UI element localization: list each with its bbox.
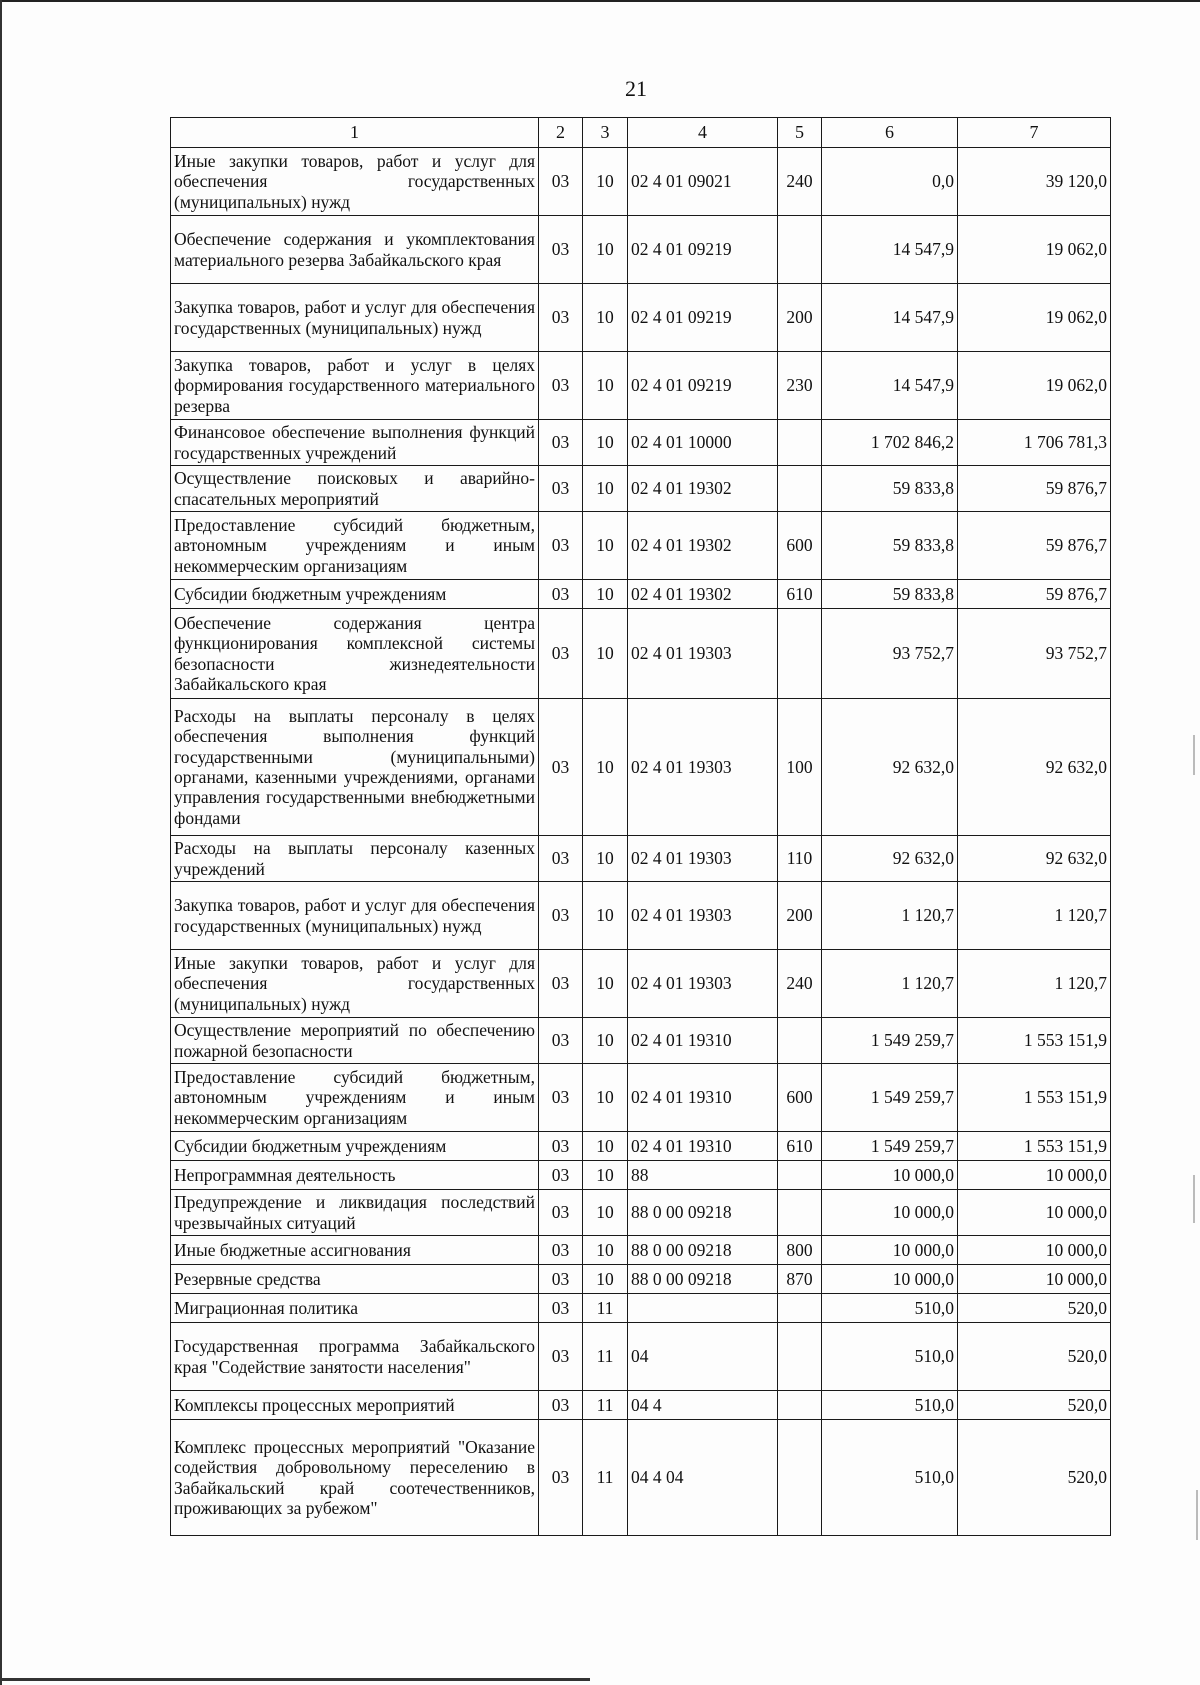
amount-col7-cell: 92 632,0: [958, 836, 1111, 882]
target-article-cell: 02 4 01 19303: [628, 609, 778, 699]
expense-type-cell: [778, 609, 822, 699]
target-article-cell: 04 4: [628, 1391, 778, 1420]
section-code-cell: 03: [539, 284, 583, 352]
subsection-code-cell: 10: [583, 512, 628, 580]
row-name-cell: Обеспечение содержания и укомплектования материального резерва Забайкальского края: [171, 216, 539, 284]
section-code-cell: 03: [539, 699, 583, 836]
target-article-cell: 02 4 01 10000: [628, 420, 778, 466]
column-header: 4: [628, 118, 778, 148]
row-name-cell: Предоставление субсидий бюджетным, автономным учреждениям и иным некоммерческим организациям: [171, 1064, 539, 1132]
row-name-cell: Закупка товаров, работ и услуг для обеспечения государственных (муниципальных) нужд: [171, 284, 539, 352]
target-article-cell: 88 0 00 09218: [628, 1236, 778, 1265]
expense-type-cell: 870: [778, 1265, 822, 1294]
expense-type-cell: 800: [778, 1236, 822, 1265]
amount-col6-cell: 1 549 259,7: [822, 1132, 958, 1161]
target-article-cell: 02 4 01 19302: [628, 466, 778, 512]
row-name-cell: Расходы на выплаты персоналу казенных учреждений: [171, 836, 539, 882]
column-header: 1: [171, 118, 539, 148]
target-article-cell: 02 4 01 19303: [628, 699, 778, 836]
scan-edge-left: [0, 0, 2, 1685]
section-code-cell: 03: [539, 466, 583, 512]
section-code-cell: 03: [539, 950, 583, 1018]
subsection-code-cell: 10: [583, 836, 628, 882]
subsection-code-cell: 11: [583, 1420, 628, 1536]
target-article-cell: 02 4 01 19310: [628, 1064, 778, 1132]
table-row: [171, 1132, 1111, 1161]
target-article-cell: 02 4 01 09219: [628, 352, 778, 420]
amount-col7-cell: 39 120,0: [958, 148, 1111, 216]
subsection-code-cell: 10: [583, 216, 628, 284]
budget-table: [170, 117, 1111, 1536]
amount-col7-cell: 1 553 151,9: [958, 1064, 1111, 1132]
table-row: [171, 1161, 1111, 1190]
target-article-cell: 02 4 01 19302: [628, 580, 778, 609]
section-code-cell: 03: [539, 148, 583, 216]
section-code-cell: 03: [539, 1190, 583, 1236]
table-row: [171, 1420, 1111, 1536]
section-code-cell: 03: [539, 580, 583, 609]
subsection-code-cell: 11: [583, 1323, 628, 1391]
row-name-cell: Субсидии бюджетным учреждениям: [171, 580, 539, 609]
table-header-row: [171, 118, 1111, 148]
target-article-cell: 88: [628, 1161, 778, 1190]
row-name-cell: Комплекс процессных мероприятий "Оказание содействия добровольному переселению в Забайкальский край соотечественников, проживающих за рубежом": [171, 1420, 539, 1536]
table-row: [171, 284, 1111, 352]
row-name-cell: Финансовое обеспечение выполнения функций государственных учреждений: [171, 420, 539, 466]
expense-type-cell: 600: [778, 512, 822, 580]
table-row: [171, 352, 1111, 420]
row-name-cell: Обеспечение содержания центра функционирования комплексной системы безопасности жизнедеятельности Забайкальского края: [171, 609, 539, 699]
row-name-cell: Расходы на выплаты персоналу в целях обеспечения выполнения функций государственными (муниципальными) органами, казенными учреждениями, органами управления государственными внебюджетными фондами: [171, 699, 539, 836]
column-header: 2: [539, 118, 583, 148]
section-code-cell: 03: [539, 1064, 583, 1132]
amount-col7-cell: 1 120,7: [958, 882, 1111, 950]
table-row: [171, 1236, 1111, 1265]
table-row: [171, 1323, 1111, 1391]
expense-type-cell: 610: [778, 1132, 822, 1161]
amount-col6-cell: 510,0: [822, 1294, 958, 1323]
amount-col7-cell: 10 000,0: [958, 1161, 1111, 1190]
amount-col6-cell: 1 549 259,7: [822, 1064, 958, 1132]
amount-col7-cell: 520,0: [958, 1420, 1111, 1536]
table-row: [171, 420, 1111, 466]
subsection-code-cell: 10: [583, 284, 628, 352]
section-code-cell: 03: [539, 512, 583, 580]
expense-type-cell: [778, 466, 822, 512]
subsection-code-cell: 10: [583, 466, 628, 512]
subsection-code-cell: 10: [583, 148, 628, 216]
expense-type-cell: 230: [778, 352, 822, 420]
section-code-cell: 03: [539, 420, 583, 466]
amount-col7-cell: 19 062,0: [958, 216, 1111, 284]
table-row: [171, 609, 1111, 699]
section-code-cell: 03: [539, 1323, 583, 1391]
section-code-cell: 03: [539, 1161, 583, 1190]
target-article-cell: 02 4 01 09021: [628, 148, 778, 216]
amount-col7-cell: 520,0: [958, 1391, 1111, 1420]
target-article-cell: [628, 1294, 778, 1323]
target-article-cell: 02 4 01 19302: [628, 512, 778, 580]
expense-type-cell: 610: [778, 580, 822, 609]
table-row: [171, 1265, 1111, 1294]
amount-col7-cell: 10 000,0: [958, 1190, 1111, 1236]
row-name-cell: Осуществление поисковых и аварийно-спасательных мероприятий: [171, 466, 539, 512]
amount-col7-cell: 59 876,7: [958, 466, 1111, 512]
row-name-cell: Закупка товаров, работ и услуг для обеспечения государственных (муниципальных) нужд: [171, 882, 539, 950]
amount-col6-cell: 510,0: [822, 1323, 958, 1391]
amount-col7-cell: 1 553 151,9: [958, 1018, 1111, 1064]
amount-col6-cell: 92 632,0: [822, 836, 958, 882]
table-row: [171, 836, 1111, 882]
expense-type-cell: 240: [778, 148, 822, 216]
amount-col7-cell: 93 752,7: [958, 609, 1111, 699]
amount-col7-cell: 1 120,7: [958, 950, 1111, 1018]
subsection-code-cell: 11: [583, 1294, 628, 1323]
column-header: 7: [958, 118, 1111, 148]
subsection-code-cell: 10: [583, 1236, 628, 1265]
table-row: [171, 699, 1111, 836]
table-row: [171, 882, 1111, 950]
amount-col7-cell: 19 062,0: [958, 284, 1111, 352]
margin-mark: [1193, 1175, 1195, 1223]
row-name-cell: Иные закупки товаров, работ и услуг для обеспечения государственных (муниципальных) нужд: [171, 148, 539, 216]
expense-type-cell: [778, 1190, 822, 1236]
subsection-code-cell: 10: [583, 609, 628, 699]
amount-col6-cell: 1 549 259,7: [822, 1018, 958, 1064]
row-name-cell: Иные закупки товаров, работ и услуг для обеспечения государственных (муниципальных) нужд: [171, 950, 539, 1018]
expense-type-cell: [778, 1294, 822, 1323]
subsection-code-cell: 11: [583, 1391, 628, 1420]
amount-col7-cell: 1 553 151,9: [958, 1132, 1111, 1161]
expense-type-cell: 100: [778, 699, 822, 836]
amount-col6-cell: 10 000,0: [822, 1236, 958, 1265]
section-code-cell: 03: [539, 1265, 583, 1294]
expense-type-cell: [778, 1420, 822, 1536]
expense-type-cell: [778, 1323, 822, 1391]
row-name-cell: Государственная программа Забайкальского края "Содействие занятости населения": [171, 1323, 539, 1391]
page-number: 21: [625, 76, 647, 101]
expense-type-cell: 600: [778, 1064, 822, 1132]
subsection-code-cell: 10: [583, 1132, 628, 1161]
amount-col7-cell: 59 876,7: [958, 512, 1111, 580]
amount-col6-cell: 10 000,0: [822, 1265, 958, 1294]
amount-col7-cell: 59 876,7: [958, 580, 1111, 609]
amount-col7-cell: 92 632,0: [958, 699, 1111, 836]
amount-col7-cell: 520,0: [958, 1323, 1111, 1391]
target-article-cell: 02 4 01 19303: [628, 950, 778, 1018]
row-name-cell: Предупреждение и ликвидация последствий чрезвычайных ситуаций: [171, 1190, 539, 1236]
column-header: 3: [583, 118, 628, 148]
expense-type-cell: 110: [778, 836, 822, 882]
subsection-code-cell: 10: [583, 699, 628, 836]
section-code-cell: 03: [539, 882, 583, 950]
target-article-cell: 02 4 01 19310: [628, 1132, 778, 1161]
section-code-cell: 03: [539, 216, 583, 284]
amount-col6-cell: 1 120,7: [822, 882, 958, 950]
amount-col7-cell: 1 706 781,3: [958, 420, 1111, 466]
subsection-code-cell: 10: [583, 1190, 628, 1236]
amount-col6-cell: 510,0: [822, 1391, 958, 1420]
target-article-cell: 02 4 01 09219: [628, 216, 778, 284]
expense-type-cell: [778, 1391, 822, 1420]
target-article-cell: 04: [628, 1323, 778, 1391]
expense-type-cell: 200: [778, 882, 822, 950]
subsection-code-cell: 10: [583, 882, 628, 950]
amount-col6-cell: 14 547,9: [822, 352, 958, 420]
scan-edge-bottom: [0, 1678, 590, 1681]
target-article-cell: 02 4 01 19303: [628, 836, 778, 882]
amount-col6-cell: 0,0: [822, 148, 958, 216]
row-name-cell: Иные бюджетные ассигнования: [171, 1236, 539, 1265]
amount-col6-cell: 14 547,9: [822, 216, 958, 284]
expense-type-cell: 200: [778, 284, 822, 352]
amount-col6-cell: 1 120,7: [822, 950, 958, 1018]
subsection-code-cell: 10: [583, 1161, 628, 1190]
table-row: [171, 1018, 1111, 1064]
table-row: [171, 1294, 1111, 1323]
section-code-cell: 03: [539, 1018, 583, 1064]
expense-type-cell: [778, 216, 822, 284]
table-row: [171, 216, 1111, 284]
subsection-code-cell: 10: [583, 1018, 628, 1064]
expense-type-cell: 240: [778, 950, 822, 1018]
amount-col6-cell: 93 752,7: [822, 609, 958, 699]
amount-col6-cell: 92 632,0: [822, 699, 958, 836]
expense-type-cell: [778, 420, 822, 466]
amount-col7-cell: 10 000,0: [958, 1236, 1111, 1265]
table-row: [171, 512, 1111, 580]
row-name-cell: Осуществление мероприятий по обеспечению пожарной безопасности: [171, 1018, 539, 1064]
expense-type-cell: [778, 1018, 822, 1064]
column-header: 5: [778, 118, 822, 148]
section-code-cell: 03: [539, 352, 583, 420]
section-code-cell: 03: [539, 609, 583, 699]
amount-col6-cell: 14 547,9: [822, 284, 958, 352]
row-name-cell: Резервные средства: [171, 1265, 539, 1294]
amount-col7-cell: 10 000,0: [958, 1265, 1111, 1294]
row-name-cell: Закупка товаров, работ и услуг в целях формирования государственного материального резерва: [171, 352, 539, 420]
amount-col6-cell: 59 833,8: [822, 466, 958, 512]
subsection-code-cell: 10: [583, 352, 628, 420]
table-row: [171, 1064, 1111, 1132]
section-code-cell: 03: [539, 1294, 583, 1323]
section-code-cell: 03: [539, 1132, 583, 1161]
row-name-cell: Комплексы процессных мероприятий: [171, 1391, 539, 1420]
amount-col6-cell: 510,0: [822, 1420, 958, 1536]
subsection-code-cell: 10: [583, 1265, 628, 1294]
amount-col6-cell: 10 000,0: [822, 1161, 958, 1190]
target-article-cell: 88 0 00 09218: [628, 1190, 778, 1236]
subsection-code-cell: 10: [583, 580, 628, 609]
table-row: [171, 1391, 1111, 1420]
margin-mark: [1193, 735, 1195, 775]
target-article-cell: 02 4 01 19303: [628, 882, 778, 950]
amount-col6-cell: 10 000,0: [822, 1190, 958, 1236]
scan-edge-top: [0, 0, 1200, 2]
row-name-cell: Миграционная политика: [171, 1294, 539, 1323]
amount-col7-cell: 19 062,0: [958, 352, 1111, 420]
amount-col6-cell: 59 833,8: [822, 512, 958, 580]
table-row: [171, 580, 1111, 609]
table-row: [171, 466, 1111, 512]
row-name-cell: Предоставление субсидий бюджетным, автономным учреждениям и иным некоммерческим организациям: [171, 512, 539, 580]
column-header: 6: [822, 118, 958, 148]
section-code-cell: 03: [539, 1420, 583, 1536]
subsection-code-cell: 10: [583, 420, 628, 466]
amount-col6-cell: 59 833,8: [822, 580, 958, 609]
table-body: [171, 148, 1111, 1536]
row-name-cell: Непрограммная деятельность: [171, 1161, 539, 1190]
amount-col7-cell: 520,0: [958, 1294, 1111, 1323]
section-code-cell: 03: [539, 1391, 583, 1420]
amount-col6-cell: 1 702 846,2: [822, 420, 958, 466]
margin-mark: [1196, 1490, 1198, 1540]
target-article-cell: 02 4 01 09219: [628, 284, 778, 352]
table-row: [171, 950, 1111, 1018]
row-name-cell: Субсидии бюджетным учреждениям: [171, 1132, 539, 1161]
subsection-code-cell: 10: [583, 1064, 628, 1132]
section-code-cell: 03: [539, 1236, 583, 1265]
section-code-cell: 03: [539, 836, 583, 882]
expense-type-cell: [778, 1161, 822, 1190]
target-article-cell: 04 4 04: [628, 1420, 778, 1536]
table-row: [171, 148, 1111, 216]
subsection-code-cell: 10: [583, 950, 628, 1018]
target-article-cell: 02 4 01 19310: [628, 1018, 778, 1064]
target-article-cell: 88 0 00 09218: [628, 1265, 778, 1294]
table-row: [171, 1190, 1111, 1236]
